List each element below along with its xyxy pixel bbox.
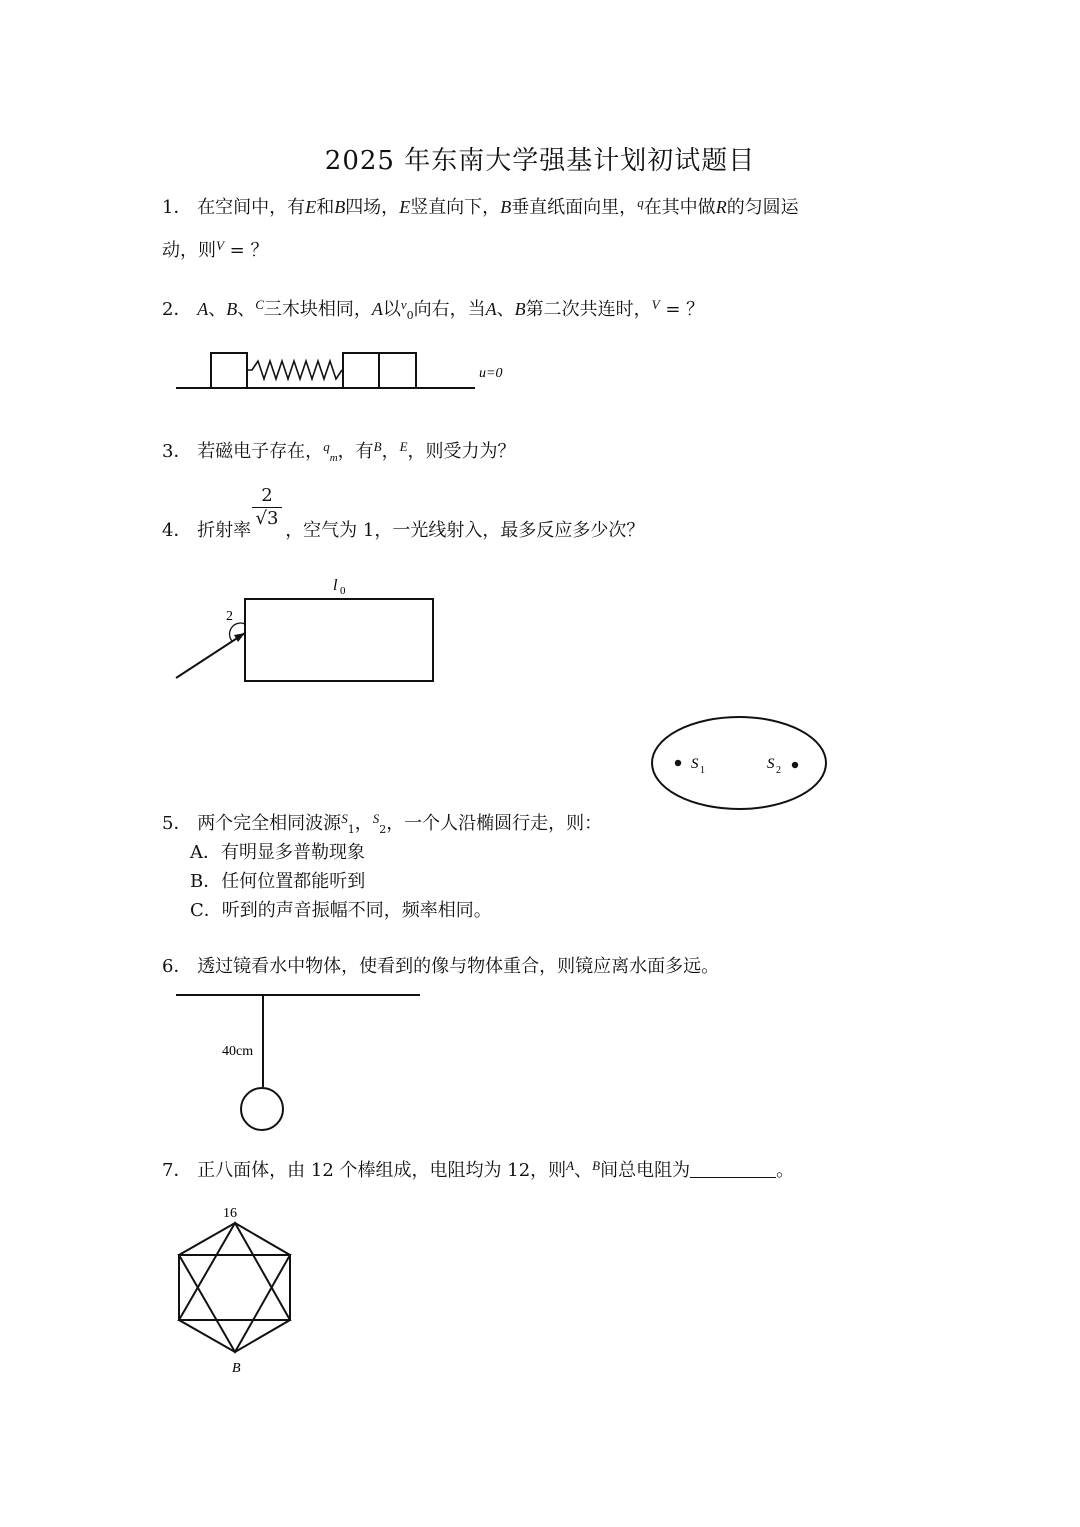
q3-text-c: ，	[381, 441, 400, 462]
q3-var-q-sub: m	[329, 452, 338, 464]
q2-text-d: 第二次共连时，	[525, 299, 652, 320]
q2-var-a: A	[197, 299, 209, 319]
question-1-line-1	[162, 190, 799, 221]
source-s2-sub: 2	[776, 765, 781, 776]
q6-text: 透过镜看水中物体，使看到的像与物体重合，则镜应离水面多远。	[197, 956, 720, 977]
triangle-down	[179, 1255, 290, 1352]
q5-option-c: C．听到的声音振幅不同，频率相同。	[190, 900, 492, 921]
q7-text-a: 正八面体，由 12 个棒组成，电阻均为 12，则	[197, 1160, 567, 1181]
figure-label-u: u=0	[479, 366, 503, 381]
angle-label: 2	[226, 609, 233, 624]
figure-ellipse-sources	[645, 712, 835, 814]
q2-sep: 、	[208, 299, 227, 320]
q5-var-s2: S	[372, 811, 380, 826]
q7-var-a: A	[566, 1158, 575, 1173]
figure-octahedron	[165, 1200, 305, 1380]
q1-text-e: 垂直纸面向里，	[511, 197, 638, 218]
q1-line2-end: = ？	[223, 240, 269, 261]
q2-text-c: 向右，当	[413, 299, 486, 320]
q5-text-a: 两个完全相同波源	[197, 813, 342, 834]
block-b	[343, 353, 379, 388]
light-ray-arrowhead	[234, 633, 245, 642]
source-s1-dot	[675, 760, 681, 766]
q2-text-b: 以	[382, 299, 401, 320]
q2-text-e: = ？	[659, 299, 705, 320]
q2-var-a3: A	[485, 299, 497, 319]
q7-text-end: 。	[776, 1160, 795, 1181]
source-s2-label: S	[767, 756, 775, 772]
vertex-label-top: 16	[223, 1206, 237, 1221]
q2-var-v: v	[400, 297, 407, 312]
answer-blank[interactable]	[690, 1159, 776, 1178]
q5-option-b: B．任何位置都能听到	[190, 871, 366, 892]
glass-block	[245, 599, 433, 681]
submerged-object	[241, 1088, 283, 1130]
question-1-line-2	[162, 233, 268, 264]
depth-label: 40cm	[222, 1044, 254, 1059]
q5-var-s2-sub: 2	[379, 823, 387, 836]
question-number: 1．	[162, 197, 192, 218]
q2-var-a2: A	[371, 299, 383, 319]
q2-var-v-sub: 0	[406, 309, 414, 322]
q5-text-b: ，	[354, 813, 373, 834]
q1-var-b: B	[334, 197, 346, 217]
question-number: 7．	[162, 1160, 192, 1181]
q5-option-a: A．有明显多普勒现象	[190, 842, 365, 863]
figure-refraction-block	[170, 570, 450, 690]
block-c	[379, 353, 416, 388]
q1-var-b2: B	[500, 197, 512, 217]
question-2-line	[162, 292, 704, 329]
question-6-line	[162, 954, 719, 980]
q1-var-q: q	[637, 195, 644, 210]
q5-text-c: ，一个人沿椭圆行走，则：	[386, 813, 603, 834]
q1-var-e2: E	[399, 197, 411, 217]
question-number: 2．	[162, 299, 192, 320]
q2-var-b: B	[226, 299, 238, 319]
vertex-label-bottom: B	[232, 1361, 241, 1376]
q5-var-s1-sub: 1	[347, 823, 355, 836]
q2-text-a: 三木块相同，	[263, 299, 372, 320]
q3-var-q: q	[323, 439, 330, 454]
spring	[247, 361, 342, 379]
q7-sep: 、	[574, 1160, 593, 1181]
light-ray	[176, 633, 245, 678]
figure-water-object	[170, 985, 430, 1135]
q3-var-e: E	[399, 439, 408, 454]
q2-sep: 、	[237, 299, 256, 320]
q1-text-c: 四场，	[345, 197, 400, 218]
q1-text-d: 竖直向下，	[410, 197, 501, 218]
q7-text-b: 间总电阻为	[600, 1160, 691, 1181]
q1-var-r: R	[715, 197, 727, 217]
q1-var-v: V	[216, 238, 224, 253]
question-5-line	[162, 806, 602, 843]
source-s1-label: S	[691, 756, 699, 772]
source-s2-dot	[792, 762, 798, 768]
question-number: 5．	[162, 813, 192, 834]
question-number: 3．	[162, 441, 192, 462]
q3-text-b: ，有	[337, 441, 374, 462]
question-number: 4．	[162, 520, 192, 541]
q3-text-d: ，则受力为？	[407, 441, 516, 462]
block-a	[211, 353, 247, 388]
q4-text-b: ，空气为 1，一光线射入，最多反应多少次？	[285, 520, 645, 541]
q4-text-a: 折射率	[197, 520, 252, 541]
question-4-line	[162, 518, 644, 544]
triangle-up	[179, 1223, 290, 1320]
q2-var-v2: V	[651, 297, 660, 312]
q4-fraction-denominator: √3	[252, 507, 282, 530]
source-s1-sub: 1	[700, 765, 705, 776]
q2-var-c: C	[255, 297, 264, 312]
question-7-line	[162, 1153, 794, 1184]
length-label-sub: 0	[340, 585, 346, 597]
q1-text-a: 在空间中，有	[197, 197, 306, 218]
q7-var-b: B	[592, 1158, 601, 1173]
q1-var-e: E	[305, 197, 317, 217]
length-label: l	[333, 577, 338, 594]
figure-blocks-spring	[170, 345, 530, 400]
q5-var-s1: S	[341, 811, 348, 826]
q2-var-b2: B	[514, 299, 526, 319]
question-number: 6．	[162, 956, 192, 977]
hexagon-outline	[179, 1223, 290, 1352]
q1-line2-text: 动，则	[162, 240, 216, 261]
q2-sep: 、	[496, 299, 515, 320]
q3-var-b: B	[373, 439, 382, 454]
q1-text-b: 和	[316, 197, 335, 218]
page-title: 2025 年东南大学强基计划初试题目	[324, 146, 756, 176]
question-3-line	[162, 434, 516, 471]
q1-text-g: 的匀圆运	[726, 197, 799, 218]
q3-text-a: 若磁电子存在，	[197, 441, 324, 462]
q1-text-f: 在其中做	[643, 197, 716, 218]
q4-fraction-numerator: 2	[261, 485, 273, 506]
